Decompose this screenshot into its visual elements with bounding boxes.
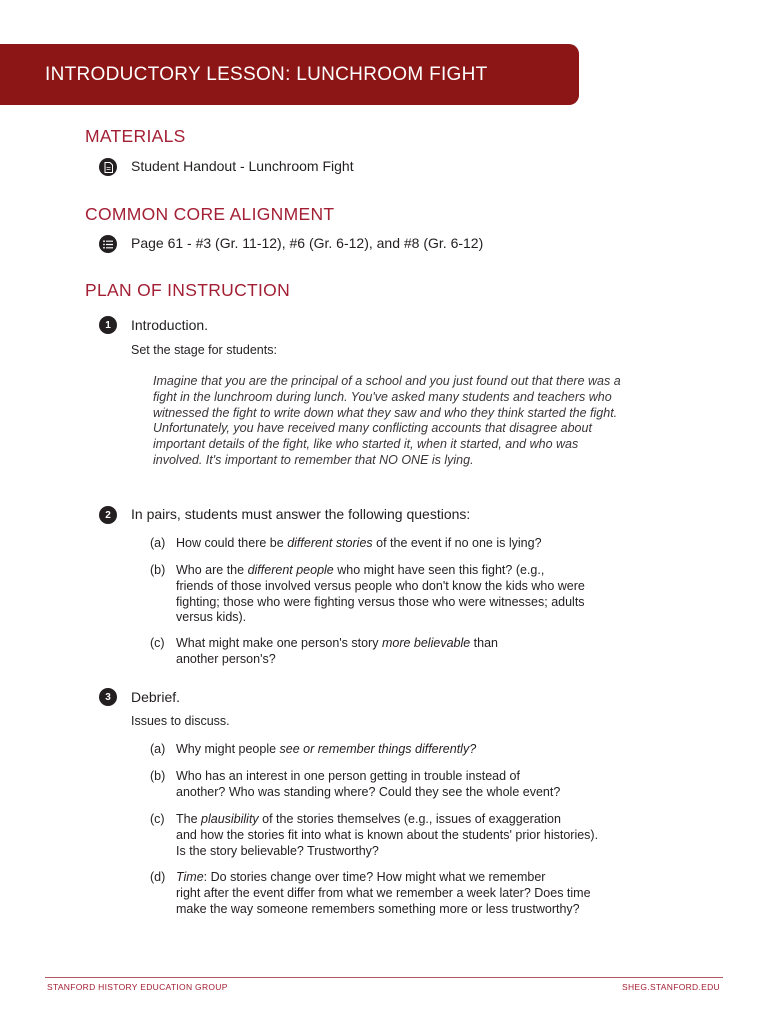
issue-label: (c) [150,812,165,826]
issue-3c [150,812,610,859]
lesson-title: INTRODUCTORY LESSON: LUNCHROOM FIGHT [45,63,488,85]
issue-label: (b) [150,769,166,783]
step-1-intro: Set the stage for students: [131,343,277,357]
common-core-heading: COMMON CORE ALIGNMENT [85,204,335,224]
step-3-title: Debrief. [131,689,181,705]
question-text: What might make one person's story [176,636,382,650]
issue-text: The [176,812,202,826]
issue-label: (d) [150,870,166,884]
question-text: than [470,636,499,650]
emphasis: different people [247,563,334,577]
step-3-intro: Issues to discuss. [131,714,230,728]
lesson-title-banner [0,44,579,105]
materials-item: Student Handout - Lunchroom Fight [131,158,354,174]
question-text: Who are the [176,563,248,577]
emphasis: different stories [287,536,373,550]
question-label: (a) [150,536,166,550]
question-2c [150,636,610,668]
footer-organization: STANFORD HISTORY EDUCATION GROUP [47,982,228,992]
issue-continuation: right after the event differ from what we remember a week later? Does time make the way someone remembers something more or less trustworthy? [176,885,591,916]
issue-continuation: and how the stories fit into what is known about the students' prior histories). Is the story believable? Trustworthy? [176,827,599,858]
question-label: (c) [150,636,165,650]
list-icon [99,235,117,253]
question-continuation: friends of those involved versus people who don't know the kids who were fighting; those who were fighting versus those who were witnesses; adults versus kids). [176,578,585,625]
question-text: who might have seen this fight? (e.g., [333,563,545,577]
step-1-title: Introduction. [131,317,209,333]
emphasis: Time [176,870,204,884]
question-label: (b) [150,563,166,577]
materials-heading: MATERIALS [85,126,186,146]
step-3-number: 3 [99,688,117,706]
issue-text: Who has an interest in one person getting in trouble instead of [176,769,520,783]
step-2-number: 2 [99,506,117,524]
document-icon [99,158,117,176]
emphasis: see or remember things differently? [279,742,477,756]
footer-divider [45,977,723,978]
footer-website-link[interactable]: SHEG.STANFORD.EDU [622,982,720,992]
question-continuation: another person's? [176,651,276,666]
step-2-title: In pairs, students must answer the following questions: [131,506,471,522]
common-core-item: Page 61 - #3 (Gr. 11-12), #6 (Gr. 6-12), and #8 (Gr. 6-12) [131,235,484,251]
question-2a [150,536,610,552]
emphasis: more believable [381,636,471,650]
plan-heading: PLAN OF INSTRUCTION [85,280,291,300]
issue-3b [150,769,610,801]
question-2b [150,563,610,626]
issue-text: : Do stories change over time? How might what we remember [203,870,546,884]
issue-continuation: another? Who was standing where? Could they see the whole event? [176,784,561,799]
issue-text: Why might people [176,742,280,756]
step-1-number: 1 [99,316,117,334]
issue-text: of the stories themselves (e.g., issues of exaggeration [258,812,561,826]
issue-3d [150,870,610,917]
issue-3a [150,742,610,758]
issue-label: (a) [150,742,166,756]
question-text: of the event if no one is lying? [372,536,542,550]
emphasis: plausibility [201,812,259,826]
question-text: How could there be [176,536,288,550]
scenario-quote: Imagine that you are the principal of a school and you just found out that there was a fight in the lunchroom during lunch. You've asked many students and teachers who witnessed the fight to write down what they saw and who they think started the fight. Unfortunately, you have received many conflicting accounts that disagree about important details of the fight, like who started it, when it started, and who was involved. It's important to remember that NO ONE is lying. [153,374,621,467]
